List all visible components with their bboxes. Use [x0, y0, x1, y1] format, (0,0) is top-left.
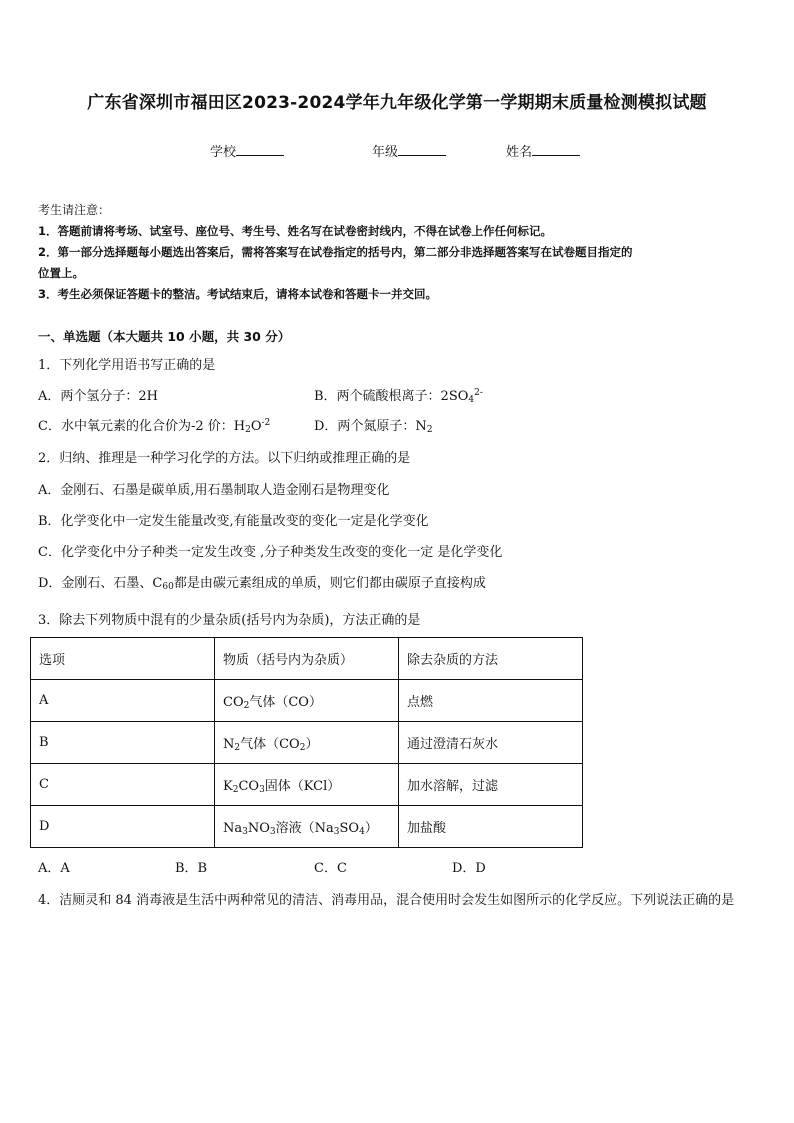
q1-b-sub: 4 [468, 395, 475, 405]
name-field [506, 141, 580, 160]
table-cell-substance [215, 764, 399, 806]
q1-c-sup: -2 [261, 418, 271, 428]
chem-sub: 2 [299, 742, 306, 753]
q2-d-post: 都是由碳元素组成的单质，则它们都由碳原子直接构成 [173, 576, 486, 591]
table-row [31, 722, 583, 764]
table-header-cell: 物质（括号内为杂质） [215, 638, 399, 680]
q2-option-c[interactable]: C．化学变化中分子种类一定发生改变 ,分子种类发生改变的变化一定 是化学变化 [38, 545, 503, 560]
chem-sub: 3 [259, 784, 265, 795]
q1-c-text: C．水中氧元素的化合价为-2 价：H [38, 419, 246, 434]
q2-option-a[interactable]: A．金刚石、石墨是碳单质,用石墨制取人造金刚石是物理变化 [38, 483, 390, 498]
chem-text: 气体（CO [240, 736, 300, 752]
q2-stem: 2．归纳、推理是一种学习化学的方法。以下归纳或推理正确的是 [38, 451, 411, 466]
q1-c-mid: O [250, 419, 262, 434]
name-blank[interactable] [532, 142, 580, 156]
chem-text: ） [364, 820, 378, 836]
table-row [31, 806, 583, 848]
table-header-cell: 选项 [31, 638, 215, 680]
q1-option-a[interactable]: A．两个氢分子：2H [38, 389, 158, 404]
q3-option-b[interactable]: B．B [175, 861, 208, 876]
notice-item-2-cont: 位置上。 [38, 266, 84, 280]
chem-text: ） [305, 736, 319, 752]
name-label: 姓名 [506, 145, 533, 160]
q1-b-sup: 2- [474, 388, 483, 398]
q3-stem: 3．除去下列物质中混有的少量杂质(括号内为杂质)，方法正确的是 [38, 613, 421, 628]
grade-label: 年级 [372, 145, 399, 160]
q1-option-c[interactable] [38, 415, 270, 435]
q3-table [30, 637, 583, 848]
table-row [31, 680, 583, 722]
table-cell-substance [215, 680, 399, 722]
chem-text: CO [238, 778, 260, 794]
q3-option-a[interactable]: A．A [38, 861, 70, 876]
table-cell-option: B [31, 722, 215, 764]
table-cell-option: D [31, 806, 215, 848]
table-cell-substance [215, 722, 399, 764]
table-header-row [31, 638, 583, 680]
q2-option-d[interactable] [38, 572, 486, 592]
table-row [31, 764, 583, 806]
grade-blank[interactable] [398, 142, 446, 156]
chem-sub: 2 [232, 784, 239, 795]
notice-block [38, 200, 760, 305]
table-cell-method: 加水溶解，过滤 [399, 764, 583, 806]
q1-d-text: D．两个氮原子：N [314, 419, 427, 434]
table-cell-method: 点燃 [399, 680, 583, 722]
table-header-cell: 除去杂质的方法 [399, 638, 583, 680]
q1-stem: 1．下列化学用语书写正确的是 [38, 358, 216, 373]
q3-option-c[interactable]: C．C [314, 861, 347, 876]
page-title: 广东省深圳市福田区2023-2024学年九年级化学第一学期期末质量检测模拟试题 [87, 93, 707, 113]
school-label: 学校 [210, 145, 237, 160]
chem-text: 气体（CO） [249, 694, 322, 710]
chem-sub: 3 [269, 826, 276, 837]
q3-option-d[interactable]: D．D [452, 861, 486, 876]
q1-option-b[interactable] [314, 385, 483, 405]
chem-sub: 3 [333, 826, 340, 837]
chem-text: N [223, 736, 235, 752]
chem-text: SO [339, 820, 360, 836]
chem-text: 固体（KCl） [264, 778, 341, 794]
table-cell-method: 加盐酸 [399, 806, 583, 848]
chem-sub: 2 [243, 700, 250, 711]
notice-item-1: 1．答题前请将考场、试室号、座位号、考生号、姓名写在试卷密封线内，不得在试卷上作任何标记。 [38, 224, 552, 238]
q4-stem: 4．洁厕灵和 84 消毒液是生活中两种常见的清洁、消毒用品，混合使用时会发生如图所示的化学反应。下列说法正确的是 [38, 893, 735, 908]
school-field [210, 141, 284, 160]
chem-sub: 3 [242, 826, 248, 837]
q1-d-sub: 2 [426, 425, 433, 435]
chem-text: NO [247, 820, 270, 836]
table-cell-method: 通过澄清石灰水 [399, 722, 583, 764]
chem-text: Na [223, 820, 243, 836]
section-heading: 一、单选题（本大题共 10 小题，共 30 分） [38, 329, 291, 344]
grade-field [372, 141, 446, 160]
q1-b-text: B．两个硫酸根离子：2SO [314, 389, 469, 404]
q2-d-sub: 60 [162, 582, 174, 592]
q2-option-b[interactable]: B．化学变化中一定发生能量改变,有能量改变的变化一定是化学变化 [38, 514, 429, 529]
chem-text: CO [223, 694, 244, 710]
chem-text: K [223, 778, 233, 794]
chem-text: 溶液（Na [275, 820, 334, 836]
chem-sub: 4 [359, 826, 365, 837]
notice-head: 考生请注意： [38, 203, 111, 217]
chem-sub: 2 [234, 742, 241, 753]
q1-option-d[interactable] [314, 415, 433, 435]
q1-c-sub: 2 [245, 425, 251, 435]
school-blank[interactable] [236, 142, 284, 156]
q2-d-text: D．金刚石、石墨、C [38, 576, 163, 591]
table-cell-option: A [31, 680, 215, 722]
notice-item-3: 3．考生必须保证答题卡的整洁。考试结束后，请将本试卷和答题卡一并交回。 [38, 287, 437, 301]
notice-item-2: 2．第一部分选择题每小题选出答案后，需将答案写在试卷指定的括号内，第二部分非选择题答案写在试卷题目指定的 [38, 245, 633, 259]
table-cell-option: C [31, 764, 215, 806]
table-cell-substance [215, 806, 399, 848]
